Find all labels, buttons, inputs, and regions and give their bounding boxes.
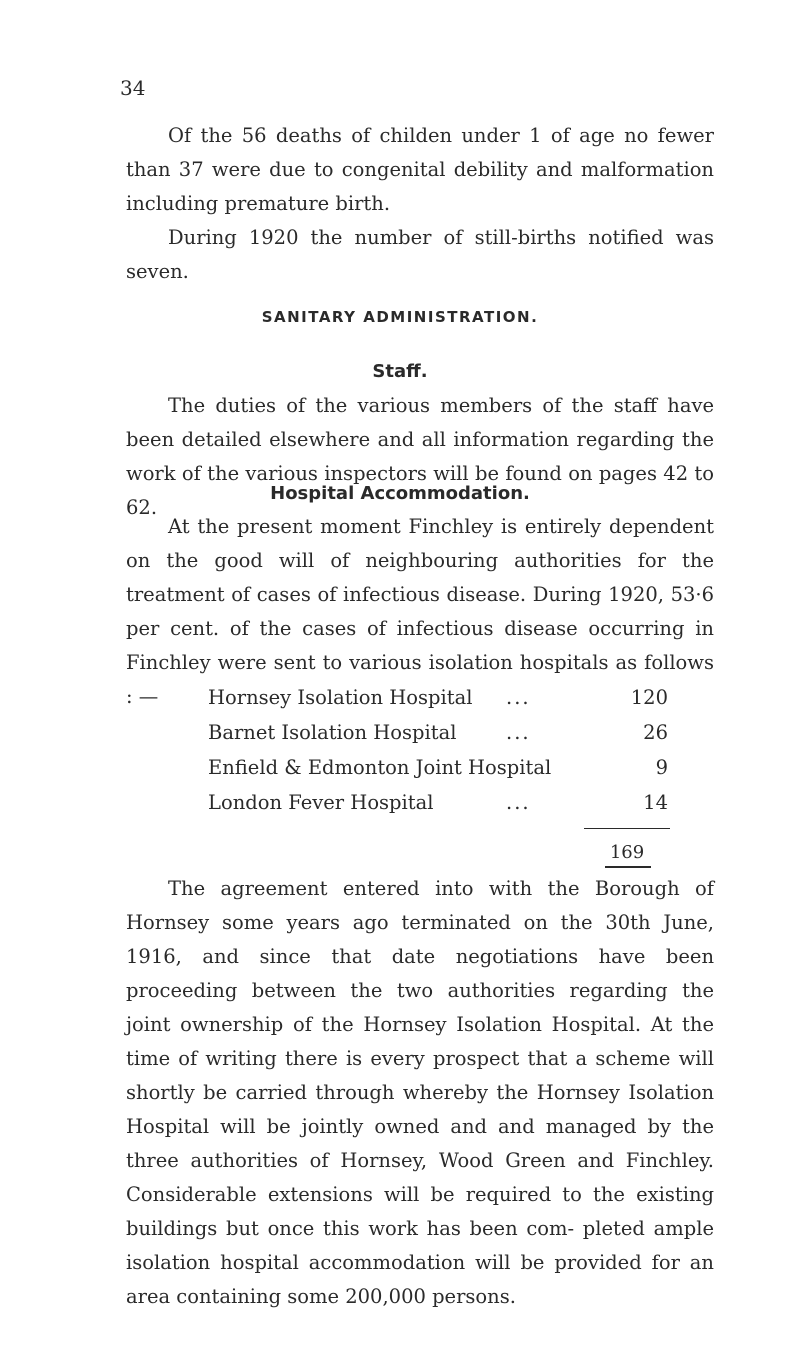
hospital-count: 26 bbox=[643, 721, 668, 744]
paragraph-staff: The duties of the various members of the staff have been detailed elsewhere and all information regarding the work of the various inspectors will be found on pages 42 to 62. bbox=[126, 394, 714, 519]
leader-dots: ... bbox=[506, 721, 531, 744]
section-heading: SANITARY ADMINISTRATION. bbox=[261, 308, 539, 326]
hospital-name: London Fever Hospital bbox=[208, 791, 434, 814]
hospital-row bbox=[208, 785, 668, 820]
staff-heading: Staff. bbox=[372, 361, 428, 382]
paragraph-still-births: During 1920 the number of still-births notified was seven. bbox=[126, 226, 714, 283]
paragraph-hospital-accommodation: At the present moment Finchley is entirely dependent on the good will of neighbouring authorities for the treatment of cases of infectious disease. During 1920, 53·6 per cent. of the cases of infectious disease occurring in Finchley were sent to various isolation hospitals as follows : — bbox=[126, 515, 714, 708]
hospital-row bbox=[208, 750, 668, 785]
hospital-count: 9 bbox=[655, 756, 668, 779]
hospital-total: 169 bbox=[609, 842, 645, 863]
leader-dots: ... bbox=[506, 791, 531, 814]
leader-dots: ... bbox=[506, 686, 531, 709]
hospital-count: 120 bbox=[630, 686, 668, 709]
hospital-name: Barnet Isolation Hospital bbox=[208, 721, 457, 744]
hospital-heading: Hospital Accommodation. bbox=[270, 483, 530, 504]
total-rule bbox=[584, 828, 670, 829]
hospital-name: Enfield & Edmonton Joint Hospital bbox=[208, 756, 552, 779]
hospital-row bbox=[208, 680, 668, 715]
hospital-list bbox=[208, 680, 668, 820]
page-number: 34 bbox=[120, 76, 146, 100]
hospital-count: 14 bbox=[643, 791, 668, 814]
total-underline bbox=[605, 866, 651, 868]
hospital-name: Hornsey Isolation Hospital bbox=[208, 686, 473, 709]
paragraph-child-deaths: Of the 56 deaths of childen under 1 of age no fewer than 37 were due to congenital debility and malformation including premature birth. bbox=[126, 124, 714, 215]
paragraph-hornsey-agreement: The agreement entered into with the Borough of Hornsey some years ago terminated on the 30th June, 1916, and since that date negotiations have been proceeding between the two authorities regarding the joint ownership of the Hornsey Isolation Hospital. At the time of writing there is every prospect that a scheme will shortly be carried through whereby the Hornsey Isolation Hospital will be jointly owned and and managed by the three authorities of Hornsey, Wood Green and Finchley. Considerable extensions will be required to the existing buildings but once this work has been com- pleted ample isolation hospital accommodation will be provided for an area containing some 200,000 persons. bbox=[126, 877, 714, 1308]
hospital-row bbox=[208, 715, 668, 750]
